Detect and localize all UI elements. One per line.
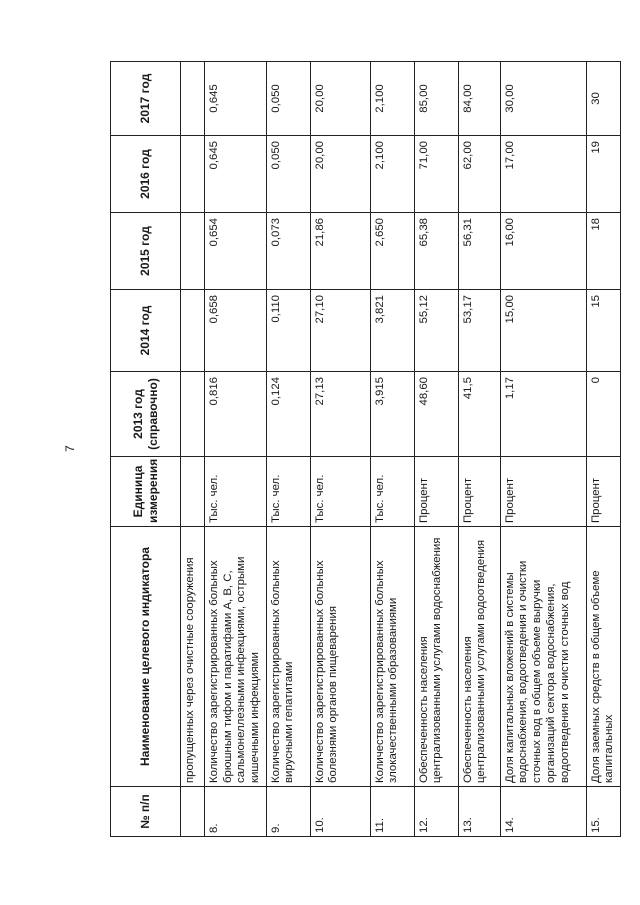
row-2014: 55,12 bbox=[414, 290, 458, 372]
header-num: № п/п bbox=[111, 787, 181, 837]
row-num: 15. bbox=[586, 787, 620, 837]
row-2017: 30 bbox=[586, 62, 620, 136]
row-num: 14. bbox=[500, 787, 586, 837]
row-unit: Тыс. чел. bbox=[205, 457, 267, 527]
row-num: 8. bbox=[205, 787, 267, 837]
row-2016: 0,645 bbox=[205, 136, 267, 213]
row-2017: 85,00 bbox=[414, 62, 458, 136]
row-unit bbox=[181, 457, 205, 527]
header-2015: 2015 год bbox=[111, 213, 181, 290]
table-row bbox=[205, 62, 267, 837]
row-name: Обеспеченность населения централизованными услугами водоснабжения bbox=[414, 527, 458, 787]
row-num: 9. bbox=[266, 787, 310, 837]
row-2013: 48,60 bbox=[414, 372, 458, 457]
row-2014 bbox=[181, 290, 205, 372]
row-2016: 17,00 bbox=[500, 136, 586, 213]
row-2015: 2,650 bbox=[370, 213, 414, 290]
row-2016: 19 bbox=[586, 136, 620, 213]
header-2013: 2013 год (справочно) bbox=[111, 372, 181, 457]
row-name: Количество зарегистрированных больных болезнями органов пищеварения bbox=[310, 527, 370, 787]
row-2014: 0,658 bbox=[205, 290, 267, 372]
row-2014: 3,821 bbox=[370, 290, 414, 372]
table-row bbox=[181, 62, 205, 837]
row-2016: 62,00 bbox=[458, 136, 500, 213]
row-name: Количество зарегистрированных больных вирусными гепатитами bbox=[266, 527, 310, 787]
row-2015: 21,86 bbox=[310, 213, 370, 290]
row-2014: 15,00 bbox=[500, 290, 586, 372]
row-2014: 0,110 bbox=[266, 290, 310, 372]
row-unit: Процент bbox=[414, 457, 458, 527]
header-2016: 2016 год bbox=[111, 136, 181, 213]
row-unit: Процент bbox=[500, 457, 586, 527]
row-2017: 0,050 bbox=[266, 62, 310, 136]
row-2013: 41,5 bbox=[458, 372, 500, 457]
row-2013: 3,915 bbox=[370, 372, 414, 457]
row-2015 bbox=[181, 213, 205, 290]
row-num: 12. bbox=[414, 787, 458, 837]
row-2017: 30,00 bbox=[500, 62, 586, 136]
rotated-page bbox=[110, 62, 616, 837]
row-2017 bbox=[181, 62, 205, 136]
row-2015: 56,31 bbox=[458, 213, 500, 290]
row-2016 bbox=[181, 136, 205, 213]
header-unit: Единица измерения bbox=[111, 457, 181, 527]
row-2017: 20,00 bbox=[310, 62, 370, 136]
row-2014: 15 bbox=[586, 290, 620, 372]
row-unit: Процент bbox=[458, 457, 500, 527]
table-row bbox=[414, 62, 458, 837]
row-2017: 0,645 bbox=[205, 62, 267, 136]
table-row bbox=[500, 62, 586, 837]
row-name: пропущенных через очистные сооружения bbox=[181, 527, 205, 787]
page-number: 7 bbox=[63, 445, 77, 452]
row-2014: 27,10 bbox=[310, 290, 370, 372]
row-2015: 18 bbox=[586, 213, 620, 290]
header-2017: 2017 год bbox=[111, 62, 181, 136]
row-2014: 53,17 bbox=[458, 290, 500, 372]
row-2013 bbox=[181, 372, 205, 457]
row-2015: 65,38 bbox=[414, 213, 458, 290]
row-unit: Тыс. чел. bbox=[370, 457, 414, 527]
table-row bbox=[370, 62, 414, 837]
table-row bbox=[310, 62, 370, 837]
row-2013: 1,17 bbox=[500, 372, 586, 457]
row-unit: Тыс. чел. bbox=[266, 457, 310, 527]
row-num: 11. bbox=[370, 787, 414, 837]
row-2016: 20,00 bbox=[310, 136, 370, 213]
row-name: Доля заемных средств в общем объеме капитальных bbox=[586, 527, 620, 787]
row-name: Доля капитальных вложений в системы водоснабжения, водоотведения и очистки сточных вод в общем объеме выручки организаций сектора водоснабжения, водоотведения и очистки сточных вод bbox=[500, 527, 586, 787]
header-2014: 2014 год bbox=[111, 290, 181, 372]
row-2015: 0,654 bbox=[205, 213, 267, 290]
row-2013: 0,124 bbox=[266, 372, 310, 457]
row-2016: 2,100 bbox=[370, 136, 414, 213]
row-name: Количество зарегистрированных больных злокачественными образованиями bbox=[370, 527, 414, 787]
table-row bbox=[586, 62, 620, 837]
header-name: Наименование целевого индикатора bbox=[111, 527, 181, 787]
table-header-row bbox=[111, 62, 181, 837]
row-num: 13. bbox=[458, 787, 500, 837]
row-name: Количество зарегистрированных больных брюшным тифом и паратифами А, В, С, сальмонеллезными инфекциями, острыми кишечными инфекциями bbox=[205, 527, 267, 787]
table-row bbox=[266, 62, 310, 837]
row-unit: Тыс. чел. bbox=[310, 457, 370, 527]
row-unit: Процент bbox=[586, 457, 620, 527]
row-2016: 71,00 bbox=[414, 136, 458, 213]
indicators-table bbox=[110, 61, 621, 837]
row-2013: 0,816 bbox=[205, 372, 267, 457]
row-2015: 0,073 bbox=[266, 213, 310, 290]
row-num: 10. bbox=[310, 787, 370, 837]
table-row bbox=[458, 62, 500, 837]
row-2016: 0,050 bbox=[266, 136, 310, 213]
row-2017: 2,100 bbox=[370, 62, 414, 136]
row-2013: 0 bbox=[586, 372, 620, 457]
row-num bbox=[181, 787, 205, 837]
row-2013: 27,13 bbox=[310, 372, 370, 457]
row-2015: 16,00 bbox=[500, 213, 586, 290]
row-name: Обеспеченность населения централизованными услугами водоотведения bbox=[458, 527, 500, 787]
row-2017: 84,00 bbox=[458, 62, 500, 136]
